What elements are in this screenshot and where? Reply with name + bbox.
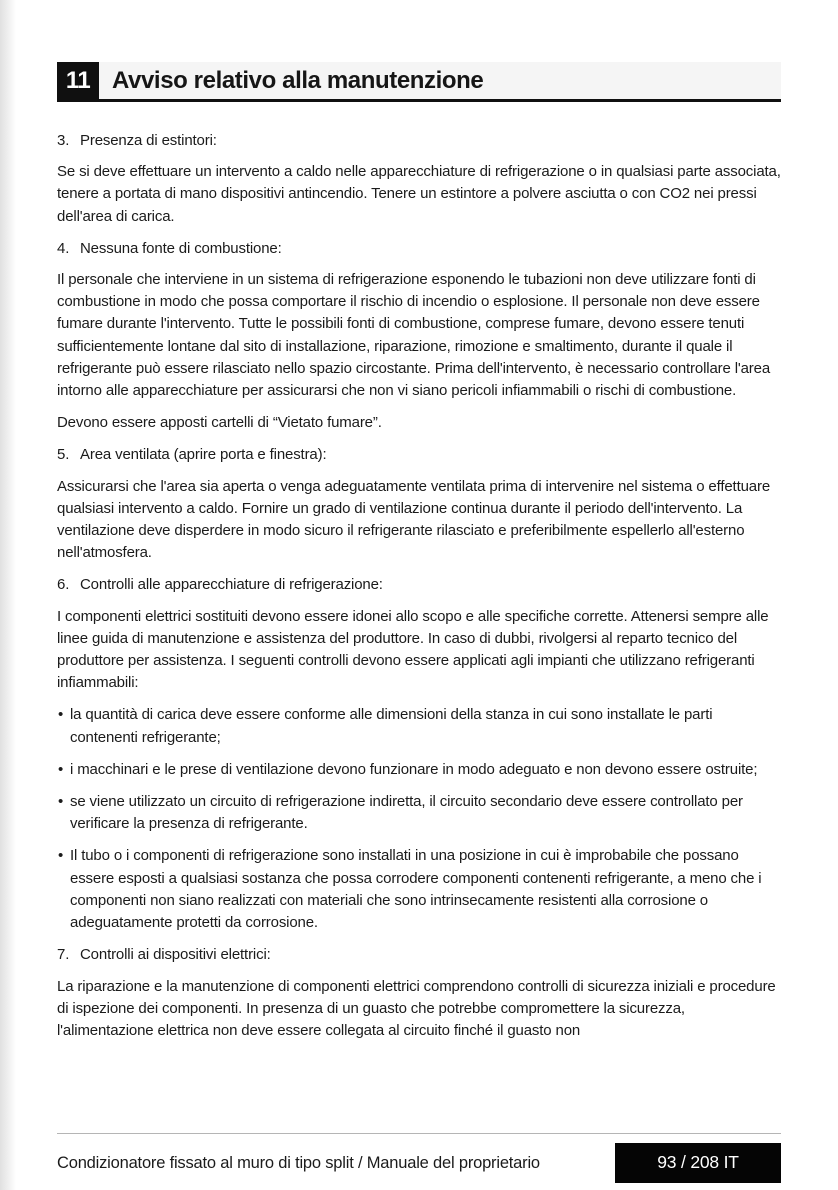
chapter-number-badge: 11 [57, 62, 99, 99]
paragraph: La riparazione e la manutenzione di componenti elettrici comprendono controlli di sicurezza iniziali e procedure di ispezione dei componenti. In presenza di un guasto che potrebbe compromettere la sicurezza, l'alimentazione elettrica non deve essere collegata al circuito finché il guasto non [57, 977, 776, 1039]
item-heading-text: Presenza di estintori: [80, 132, 217, 149]
footer-doc-title: Condizionatore fissato al muro di tipo split / Manuale del proprietario [57, 1153, 540, 1172]
paragraph: I componenti elettrici sostituiti devono essere idonei allo scopo e alle specifiche corrette. Attenersi sempre alle linee guida di manutenzione e assistenza del produttore. In caso di dubbi, rivolgersi al reparto tecnico del produttore per assistenza. I seguenti controlli devono essere applicati agli impianti che utilizzano refrigeranti infiammabili: [57, 607, 769, 692]
item-number: 3. [57, 132, 70, 149]
bullet-item [57, 704, 781, 748]
numbered-heading [57, 574, 781, 596]
item-number: 4. [57, 239, 70, 257]
numbered-heading [57, 130, 781, 152]
paragraph: Il personale che interviene in un sistema di refrigerazione esponendo le tubazioni non deve utilizzare fonti di combustione in modo che possa comportare il rischio di incendio o esplosione. Il personale non deve essere fumare durante l'intervento. Tutte le possibili fonti di combustione, comprese fumare, devono essere tenuti sufficientemente lontane dal sito di installazione, riparazione, rimozione e smaltimento, durante il quale il refrigerante può essere rilasciato nello spazio circostante. Prima dell'intervento, è necessario controllare l'area intorno alle apparecchiature per assicurarsi che non vi siano pericoli infiammabili o rischi di combustione. [57, 271, 771, 400]
chapter-header [57, 62, 781, 102]
bullet-icon: • [58, 847, 64, 865]
paragraph: Assicurarsi che l'area sia aperta o venga adeguatamente ventilata prima di intervenire nel sistema o effettuare qualsiasi intervento a caldo. Fornire un grado di ventilazione continua durante il periodo dell'intervento. La ventilazione deve disperdere in modo sicuro il refrigerante rilasciato e preferibilmente espellerlo all'esterno nell'atmosfera. [57, 477, 771, 562]
page-edge-shadow [0, 0, 16, 1190]
bullet-icon: • [58, 793, 64, 811]
numbered-heading [57, 444, 781, 466]
item-heading-text: Controlli alle apparecchiature di refrigerazione: [80, 576, 383, 594]
bullet-text: la quantità di carica deve essere conforme alle dimensioni della stanza in cui sono installate le parti contenenti refrigerante; [70, 706, 713, 746]
page-footer [57, 1133, 781, 1183]
item-heading-text: Controlli ai dispositivi elettrici: [80, 946, 271, 964]
numbered-heading [57, 944, 781, 966]
item-heading-text: Nessuna fonte di combustione: [80, 239, 282, 257]
bullet-text: Il tubo o i componenti di refrigerazione sono installati in una posizione in cui è improbabile che possano essere esposti a qualsiasi sostanza che possa corrodere componenti contenenti refrigerante, a meno che i componenti non siano realizzati con materiali che sono intrinsecamente resistenti alla corrosione o adeguatamente protetti da corrosione. [70, 847, 762, 932]
bullet-text: i macchinari e le prese di ventilazione devono funzionare in modo adeguato e non devono essere ostruite; [70, 760, 758, 778]
bullet-item [57, 845, 781, 934]
item-number: 5. [57, 446, 70, 464]
bullet-icon: • [58, 706, 64, 724]
chapter-title: Avviso relativo alla manutenzione [112, 67, 484, 94]
bullet-text: se viene utilizzato un circuito di refrigerazione indiretta, il circuito secondario deve essere controllato per verificare la presenza di refrigerante. [70, 793, 743, 833]
paragraph: Devono essere apposti cartelli di “Vietato fumare”. [57, 414, 382, 432]
bullet-item [57, 791, 781, 835]
page-number-badge: 93 / 208 IT [615, 1143, 781, 1183]
item-number: 6. [57, 576, 70, 594]
page-content [57, 102, 781, 1042]
bullet-icon: • [58, 760, 64, 778]
item-number: 7. [57, 946, 70, 964]
numbered-heading [57, 238, 781, 260]
paragraph: Se si deve effettuare un intervento a caldo nelle apparecchiature di refrigerazione o in qualsiasi parte associata, tenere a portata di mano dispositivi antincendio. Tenere un estintore a polvere asciutta o con CO2 nei pressi dell'area di carica. [57, 163, 781, 225]
bullet-item [57, 759, 781, 781]
item-heading-text: Area ventilata (aprire porta e finestra): [80, 446, 327, 464]
